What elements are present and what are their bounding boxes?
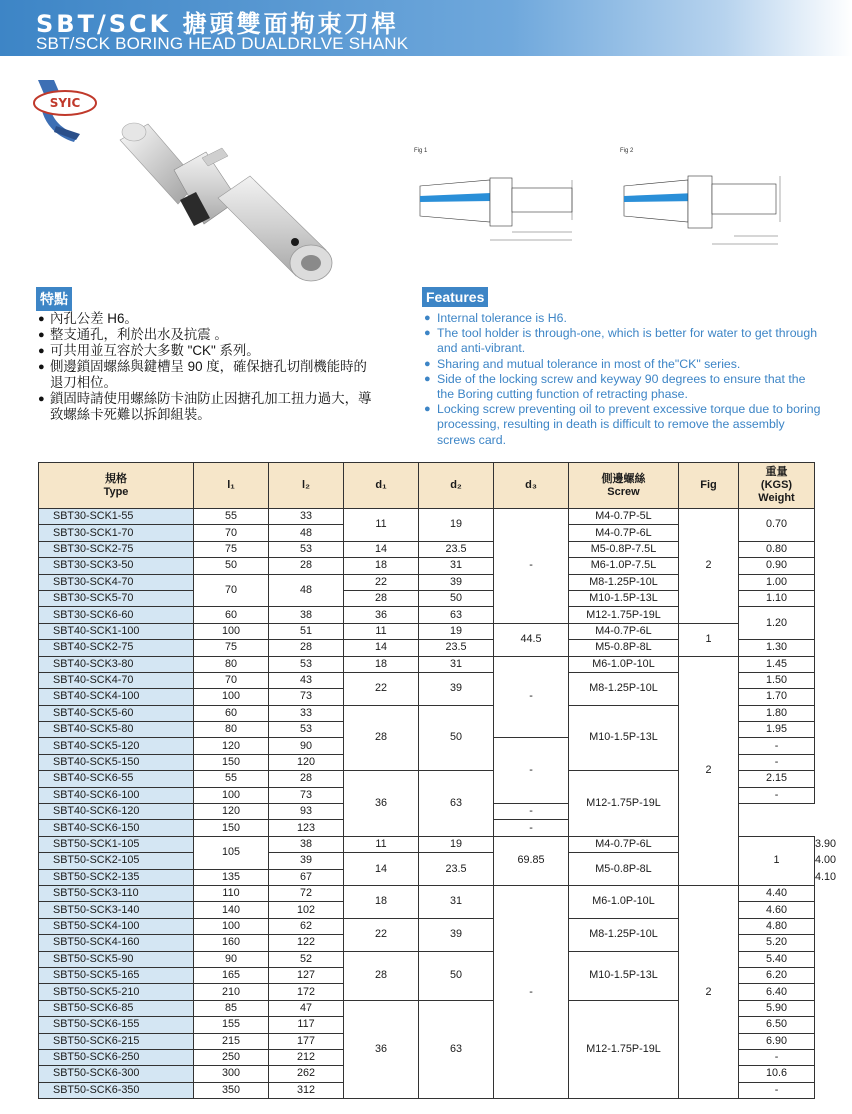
table-cell: M8-1.25P-10L <box>569 918 679 951</box>
table-cell: 19 <box>419 836 494 852</box>
table-cell: 36 <box>344 607 419 623</box>
table-row <box>39 509 815 525</box>
table-cell: 5.40 <box>739 951 815 967</box>
table-cell: 18 <box>344 885 419 918</box>
table-cell: M5-0.8P-8L <box>569 640 679 656</box>
table-cell: 123 <box>269 820 344 836</box>
table-cell: 55 <box>194 509 269 525</box>
header-weight: 重量 (KGS) Weight <box>739 463 815 509</box>
features-en-list <box>424 311 824 448</box>
table-cell: M4-0.7P-6L <box>569 525 679 541</box>
table-cell: 4.80 <box>739 918 815 934</box>
table-cell: 38 <box>269 836 344 852</box>
table-cell: 90 <box>194 951 269 967</box>
header-d3: d₃ <box>494 463 569 509</box>
table-cell: 100 <box>194 787 269 803</box>
features-cn-item: ● 可共用並互容於大多數 "CK" 系列。 <box>38 343 378 359</box>
table-cell: - <box>494 509 569 624</box>
table-cell: 70 <box>194 574 269 607</box>
table-row: SBT50-SCK1-105 105 38 11 19 69.85 M4-0.7P-6L 1 3.90 <box>39 836 815 852</box>
table-cell: 23.5 <box>419 541 494 557</box>
table-cell: M5-0.8P-7.5L <box>569 541 679 557</box>
type-cell: SBT30-SCK1-70 <box>39 525 194 541</box>
spec-table-body <box>39 509 837 1099</box>
table-cell: 212 <box>269 1049 344 1065</box>
table-cell: 0.70 <box>739 509 815 542</box>
table-row: SBT50-SCK2-135 135 67 4.10 <box>39 869 815 885</box>
table-cell: 117 <box>269 1017 344 1033</box>
type-cell: SBT50-SCK6-350 <box>39 1082 194 1098</box>
type-cell: SBT50-SCK3-110 <box>39 885 194 901</box>
table-cell: - <box>494 820 569 836</box>
table-cell: 2 <box>679 885 739 1098</box>
table-cell: 102 <box>269 902 344 918</box>
table-cell: 48 <box>269 525 344 541</box>
type-cell: SBT40-SCK6-150 <box>39 820 194 836</box>
table-cell: 70 <box>194 672 269 688</box>
table-cell: M10-1.5P-13L <box>569 705 679 771</box>
table-cell: 69.85 <box>494 836 569 885</box>
table-cell: 2.15 <box>739 771 815 787</box>
table-cell: 1.50 <box>739 672 815 688</box>
table-cell: 53 <box>269 541 344 557</box>
table-cell: 63 <box>419 607 494 623</box>
table-cell: 2 <box>679 509 739 624</box>
table-cell: 14 <box>344 853 419 886</box>
table-cell: 165 <box>194 967 269 983</box>
type-cell: SBT30-SCK2-75 <box>39 541 194 557</box>
table-cell: 1.20 <box>739 607 815 640</box>
table-cell: 60 <box>194 705 269 721</box>
table-cell: 31 <box>419 558 494 574</box>
type-cell: SBT40-SCK6-100 <box>39 787 194 803</box>
table-cell: 215 <box>194 1033 269 1049</box>
table-cell: 14 <box>344 640 419 656</box>
table-cell: 36 <box>344 771 419 837</box>
table-cell: 5.90 <box>739 1000 815 1016</box>
figure-2-drawing <box>618 140 814 270</box>
table-cell: 28 <box>344 951 419 1000</box>
features-en-item: ● Side of the locking screw and keyway 90 degrees to ensure that the the Boring cutting function of retracting phase. <box>424 372 824 402</box>
table-cell: 31 <box>419 656 494 672</box>
table-cell: 50 <box>419 590 494 606</box>
table-cell: 53 <box>269 656 344 672</box>
table-cell: 23.5 <box>419 853 494 886</box>
table-cell: 1.00 <box>739 574 815 590</box>
table-cell: 22 <box>344 918 419 951</box>
table-header-row <box>39 463 815 509</box>
table-cell: 19 <box>419 623 494 639</box>
table-cell: M8-1.25P-10L <box>569 574 679 590</box>
table-cell: 11 <box>344 623 419 639</box>
table-cell: 140 <box>194 902 269 918</box>
type-cell: SBT40-SCK5-150 <box>39 754 194 770</box>
table-cell: - <box>494 804 569 820</box>
table-cell: 0.90 <box>739 558 815 574</box>
features-cn-item: ● 整支通孔，利於出水及抗震 。 <box>38 327 378 343</box>
table-cell: 60 <box>194 607 269 623</box>
type-cell: SBT50-SCK6-155 <box>39 1017 194 1033</box>
table-cell: 39 <box>419 574 494 590</box>
logo-icon <box>30 76 100 146</box>
table-row: SBT50-SCK2-105 39 14 23.5 M5-0.8P-8L 4.00 <box>39 853 815 869</box>
table-cell: 120 <box>269 754 344 770</box>
table-cell: 28 <box>269 640 344 656</box>
table-cell: 85 <box>194 1000 269 1016</box>
table-cell: 6.50 <box>739 1017 815 1033</box>
table-row <box>39 656 815 672</box>
table-cell: 210 <box>194 984 269 1000</box>
type-cell: SBT50-SCK2-105 <box>39 853 194 869</box>
type-cell: SBT40-SCK6-55 <box>39 771 194 787</box>
title-chinese: SBT/SCK 搪頭雙面拘束刀桿 <box>36 10 399 38</box>
table-cell: - <box>494 738 569 804</box>
table-cell: 80 <box>194 722 269 738</box>
table-cell: 44.5 <box>494 623 569 656</box>
table-cell: M6-1.0P-7.5L <box>569 558 679 574</box>
table-cell: 93 <box>269 804 344 820</box>
table-cell: 80 <box>194 656 269 672</box>
features-cn-item: ● 鎖固時請使用螺絲防卡油防止因搪孔加工扭力過大，導致螺絲卡死難以拆卸組裝。 <box>38 391 378 423</box>
table-cell: M10-1.5P-13L <box>569 951 679 1000</box>
table-cell: - <box>494 885 569 1098</box>
table-cell: 48 <box>269 574 344 607</box>
table-cell: 90 <box>269 738 344 754</box>
table-cell: 50 <box>419 705 494 771</box>
table-cell: 19 <box>419 509 494 542</box>
table-cell: 39 <box>419 672 494 705</box>
header-l2: l₂ <box>269 463 344 509</box>
table-cell: - <box>739 1049 815 1065</box>
table-cell: 1.45 <box>739 656 815 672</box>
table-cell: 75 <box>194 541 269 557</box>
table-row <box>39 623 815 639</box>
table-cell: 6.40 <box>739 984 815 1000</box>
type-cell: SBT40-SCK5-60 <box>39 705 194 721</box>
table-cell: 70 <box>194 525 269 541</box>
table-cell: 28 <box>269 771 344 787</box>
type-cell: SBT50-SCK6-250 <box>39 1049 194 1065</box>
table-cell: 28 <box>269 558 344 574</box>
table-cell: 31 <box>419 885 494 918</box>
table-cell: 120 <box>194 804 269 820</box>
header-d2: d₂ <box>419 463 494 509</box>
table-cell: - <box>739 738 815 754</box>
table-cell: 18 <box>344 558 419 574</box>
page-header <box>0 0 852 56</box>
table-cell: - <box>739 1082 815 1098</box>
table-cell: 50 <box>194 558 269 574</box>
table-cell: 1.95 <box>739 722 815 738</box>
fig1-label: Fig 1 <box>414 148 428 154</box>
product-image <box>110 100 350 300</box>
table-cell: 150 <box>194 754 269 770</box>
type-cell: SBT40-SCK6-120 <box>39 804 194 820</box>
table-cell: M4-0.7P-6L <box>569 836 679 852</box>
type-cell: SBT50-SCK5-165 <box>39 967 194 983</box>
table-cell: 51 <box>269 623 344 639</box>
type-cell: SBT30-SCK1-55 <box>39 509 194 525</box>
table-cell: 135 <box>194 869 269 885</box>
type-cell: SBT40-SCK5-80 <box>39 722 194 738</box>
table-cell: 122 <box>269 935 344 951</box>
table-cell: 28 <box>344 705 419 771</box>
type-cell: SBT50-SCK3-140 <box>39 902 194 918</box>
table-cell: 110 <box>194 885 269 901</box>
table-cell: 1 <box>679 623 739 656</box>
table-cell: 262 <box>269 1066 344 1082</box>
table-cell: 1 <box>739 836 815 885</box>
table-cell: 73 <box>269 689 344 705</box>
type-cell: SBT50-SCK4-100 <box>39 918 194 934</box>
table-cell: 2 <box>679 656 739 885</box>
type-cell: SBT50-SCK5-90 <box>39 951 194 967</box>
table-cell: 127 <box>269 967 344 983</box>
logo-text: SYIC <box>49 96 81 110</box>
type-cell: SBT40-SCK4-100 <box>39 689 194 705</box>
type-cell: SBT30-SCK3-50 <box>39 558 194 574</box>
header-fig: Fig <box>679 463 739 509</box>
table-cell: 52 <box>269 951 344 967</box>
features-cn-list <box>38 311 378 423</box>
title-english: SBT/SCK BORING HEAD DUALDRLVE SHANK <box>36 34 409 53</box>
type-cell: SBT40-SCK2-75 <box>39 640 194 656</box>
table-cell: 75 <box>194 640 269 656</box>
table-cell: M4-0.7P-6L <box>569 623 679 639</box>
table-cell: 160 <box>194 935 269 951</box>
table-cell: 67 <box>269 869 344 885</box>
spec-table <box>38 462 837 1099</box>
table-cell: - <box>494 656 569 738</box>
table-cell: 312 <box>269 1082 344 1098</box>
table-cell: 1.30 <box>739 640 815 656</box>
type-cell: SBT50-SCK2-135 <box>39 869 194 885</box>
header-screw: 側邊螺絲 Screw <box>569 463 679 509</box>
table-cell: 63 <box>419 1000 494 1098</box>
features-cn-badge: 特點 <box>36 287 72 311</box>
table-cell: 172 <box>269 984 344 1000</box>
table-cell: 11 <box>344 836 419 852</box>
table-cell: 39 <box>269 853 344 869</box>
type-cell: SBT50-SCK6-215 <box>39 1033 194 1049</box>
table-cell: 43 <box>269 672 344 688</box>
table-cell: 11 <box>344 509 419 542</box>
type-cell: SBT40-SCK3-80 <box>39 656 194 672</box>
table-cell: 250 <box>194 1049 269 1065</box>
table-cell: 1.10 <box>739 590 815 606</box>
type-cell: SBT50-SCK5-210 <box>39 984 194 1000</box>
table-cell: 36 <box>344 1000 419 1098</box>
table-cell: 22 <box>344 672 419 705</box>
table-cell: 33 <box>269 705 344 721</box>
type-cell: SBT40-SCK1-100 <box>39 623 194 639</box>
type-cell: SBT30-SCK4-70 <box>39 574 194 590</box>
features-en-item: ● Internal tolerance is H6. <box>424 311 824 326</box>
table-cell: 1.70 <box>739 689 815 705</box>
features-en-badge: Features <box>422 287 488 307</box>
table-cell: M6-1.0P-10L <box>569 656 679 672</box>
figure-1-drawing <box>412 140 602 270</box>
table-cell: 150 <box>194 820 269 836</box>
table-cell: M6-1.0P-10L <box>569 885 679 918</box>
table-cell: 100 <box>194 689 269 705</box>
table-cell: 4.60 <box>739 902 815 918</box>
table-cell: 350 <box>194 1082 269 1098</box>
type-cell: SBT50-SCK6-300 <box>39 1066 194 1082</box>
table-cell: 100 <box>194 918 269 934</box>
table-cell: 53 <box>269 722 344 738</box>
features-cn-item: ● 側邊鎖固螺絲與鍵槽呈 90 度，確保搪孔切削機能時的退刀相位。 <box>38 359 378 391</box>
table-cell: M10-1.5P-13L <box>569 590 679 606</box>
table-cell: 155 <box>194 1017 269 1033</box>
table-cell: 4.40 <box>739 885 815 901</box>
table-cell: 300 <box>194 1066 269 1082</box>
table-row <box>39 885 815 901</box>
features-en-item: ● The tool holder is through-one, which is better for water to get through and anti-vibrant. <box>424 326 824 356</box>
table-cell: 1.80 <box>739 705 815 721</box>
table-cell: 33 <box>269 509 344 525</box>
table-cell: 120 <box>194 738 269 754</box>
type-cell: SBT40-SCK5-120 <box>39 738 194 754</box>
table-cell: 55 <box>194 771 269 787</box>
table-cell: 63 <box>419 771 494 837</box>
table-cell: - <box>739 787 815 803</box>
features-en-item: ● Locking screw preventing oil to prevent excessive torque due to boring processing, resulting in death is difficult to remove the assembly screws card. <box>424 402 824 448</box>
table-cell: 10.6 <box>739 1066 815 1082</box>
table-cell: 18 <box>344 656 419 672</box>
table-cell: 47 <box>269 1000 344 1016</box>
table-cell: 73 <box>269 787 344 803</box>
table-cell: 38 <box>269 607 344 623</box>
type-cell: SBT30-SCK5-70 <box>39 590 194 606</box>
table-cell: 22 <box>344 574 419 590</box>
type-cell: SBT40-SCK4-70 <box>39 672 194 688</box>
table-cell: - <box>739 754 815 770</box>
table-cell: 39 <box>419 918 494 951</box>
table-cell: 6.20 <box>739 967 815 983</box>
table-cell: 28 <box>344 590 419 606</box>
syic-logo <box>30 76 100 146</box>
table-cell: M12-1.75P-19L <box>569 771 679 837</box>
table-cell: M5-0.8P-8L <box>569 853 679 886</box>
table-cell: 5.20 <box>739 935 815 951</box>
table-cell: 6.90 <box>739 1033 815 1049</box>
header-d1: d₁ <box>344 463 419 509</box>
table-cell: 62 <box>269 918 344 934</box>
table-cell: M8-1.25P-10L <box>569 672 679 705</box>
table-cell: 0.80 <box>739 541 815 557</box>
table-cell: 23.5 <box>419 640 494 656</box>
table-cell: 72 <box>269 885 344 901</box>
header-type: 規格 Type <box>39 463 194 509</box>
table-cell: 177 <box>269 1033 344 1049</box>
features-en-item: ● Sharing and mutual tolerance in most of the"CK" series. <box>424 357 824 372</box>
type-cell: SBT50-SCK1-105 <box>39 836 194 852</box>
table-cell: 100 <box>194 623 269 639</box>
table-cell: 50 <box>419 951 494 1000</box>
type-cell: SBT50-SCK4-160 <box>39 935 194 951</box>
table-cell: M4-0.7P-5L <box>569 509 679 525</box>
header-l1: l₁ <box>194 463 269 509</box>
table-cell: M12-1.75P-19L <box>569 1000 679 1098</box>
table-cell: 14 <box>344 541 419 557</box>
table-cell: 105 <box>194 836 269 869</box>
table-cell: M12-1.75P-19L <box>569 607 679 623</box>
fig2-label: Fig 2 <box>620 148 634 154</box>
type-cell: SBT50-SCK6-85 <box>39 1000 194 1016</box>
type-cell: SBT30-SCK6-60 <box>39 607 194 623</box>
features-cn-item: ● 內孔公差 H6。 <box>38 311 378 327</box>
